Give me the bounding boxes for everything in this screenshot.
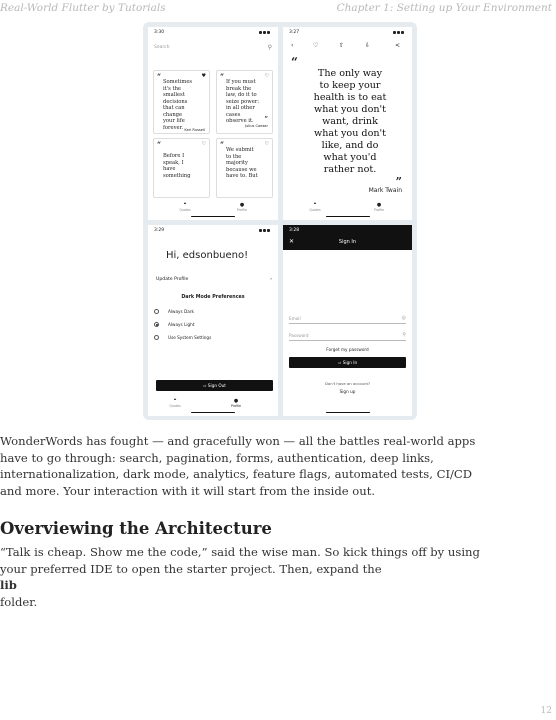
sign-out-button[interactable]: ⇨ Sign Out: [156, 380, 273, 391]
update-profile-row[interactable]: [156, 277, 272, 282]
search-icon: ⚲: [267, 44, 272, 51]
login-icon: ⇨: [337, 360, 342, 365]
greeting: Hi, edsonbueno!: [166, 250, 249, 261]
heart-outline-icon[interactable]: ♡: [201, 141, 206, 147]
profile-screen: 3:29 Hi, edsonbueno! Update Profile › Dark Mode Preferences Always Dark Always Light Use System Settings ⇨ Sign Out ❝ Quotes ● Profile: [148, 225, 278, 416]
quote-text: Before I speak, I have something: [163, 153, 191, 179]
quote-text: We submit to the majority because we have to. But: [226, 147, 258, 179]
dark-mode-title: Dark Mode Preferences: [181, 295, 245, 300]
tab-profile[interactable]: ● Profile: [232, 203, 252, 212]
email-label: Email: [289, 316, 301, 321]
tab-quotes[interactable]: ❝ Quotes: [175, 203, 195, 212]
heart-filled-icon[interactable]: ♥: [201, 73, 206, 79]
forgot-password-link[interactable]: Forget my password: [326, 347, 369, 352]
person-icon: ●: [376, 202, 382, 208]
status-bar: [154, 228, 272, 235]
sign-in-screen: [283, 225, 412, 416]
bottom-tab-bar: [148, 203, 278, 213]
status-time: 3:30: [154, 30, 165, 35]
close-quote-icon: ”: [395, 175, 402, 188]
heart-outline-icon[interactable]: ♡: [313, 42, 319, 49]
status-bar: [289, 30, 406, 37]
app-screenshots-figure: [143, 22, 417, 420]
tab-profile[interactable]: ● Profile: [226, 399, 246, 408]
page-title: Sign In: [338, 239, 357, 245]
body-paragraph: “Talk is cheap. Show me the code,” said the wise man. So kick things off by using your preferred IDE to open the starter project. Then, expand the lib folder.: [0, 545, 480, 609]
quote-author: Keri Russell: [184, 128, 205, 132]
share-icon[interactable]: <: [395, 42, 401, 49]
book-title: Real-World Flutter by Tutorials: [0, 2, 166, 14]
quotes-tab-icon: ❝: [183, 202, 187, 208]
downvote-icon[interactable]: ⇩: [365, 42, 371, 49]
home-indicator: [326, 216, 370, 218]
quote-card[interactable]: [216, 138, 273, 198]
search-field[interactable]: [154, 43, 272, 53]
detail-toolbar: [291, 42, 405, 50]
at-sign-icon: ◎: [401, 315, 406, 321]
quotes-tab-icon: ❝: [173, 398, 177, 404]
heart-outline-icon[interactable]: ♡: [264, 141, 269, 147]
home-indicator: [191, 216, 235, 218]
no-account-text: Don't have an account?: [325, 381, 370, 386]
tab-quotes[interactable]: ❝ Quotes: [165, 399, 185, 408]
quote-card[interactable]: [153, 70, 210, 134]
status-bar: [154, 30, 272, 37]
person-icon: ●: [239, 202, 245, 208]
quote-mark-icon: “: [157, 72, 162, 81]
quote-card[interactable]: [153, 138, 210, 198]
tag-chips: [154, 58, 278, 66]
quote-text: If you must break the law, do it to seize power: in all other cases observe it.: [226, 79, 260, 124]
sign-up-link[interactable]: Sign up: [339, 389, 356, 394]
signal-icon: [392, 31, 406, 34]
status-time: 3:29: [154, 228, 165, 233]
signal-icon: [258, 229, 272, 232]
quote-mark-icon: “: [220, 72, 225, 81]
upvote-icon[interactable]: ⇧: [339, 42, 345, 49]
quote-author: Julius Caesar: [244, 124, 268, 128]
quote-mark-icon: “: [157, 140, 162, 149]
bottom-tab-bar: [283, 203, 412, 213]
quote-list-screen: [148, 27, 278, 220]
key-icon: ⚲: [402, 332, 406, 338]
home-indicator: [326, 412, 370, 414]
password-field[interactable]: [289, 331, 406, 341]
bottom-tab-bar: [148, 399, 278, 409]
quote-detail-screen: [283, 27, 412, 220]
quote-text: The only way to keep your health is to eat what you don't want, drink what you don't like, and do what you'd rather not.: [313, 68, 387, 175]
back-arrow-icon[interactable]: ‹: [291, 42, 294, 49]
logout-icon: ⇨: [203, 383, 207, 388]
update-profile-label: Update Profile: [156, 277, 189, 282]
quote-mark-icon: “: [291, 55, 298, 69]
tab-profile[interactable]: ● Profile: [369, 203, 389, 212]
section-heading: Overviewing the Architecture: [0, 519, 272, 538]
close-icon[interactable]: ✕: [289, 238, 295, 245]
inline-code-lib: lib: [0, 578, 17, 592]
chapter-title: Chapter 1: Setting up Your Environment: [336, 2, 552, 14]
body-paragraph: WonderWords has fought — and gracefully won — all the battles real-world apps have to go through: search, pagination, forms, authentication, deep links, internationalization, dark mode, analytics, feature flags, automated tests, CI/CD and more. Your interaction with it will start from the inside out.: [0, 434, 476, 498]
radio-button-selected[interactable]: [154, 322, 159, 327]
radio-button[interactable]: [154, 335, 159, 340]
running-header: [0, 2, 556, 16]
sign-in-button[interactable]: ⇨ Sign In: [289, 357, 406, 368]
status-time: 3:27: [289, 30, 300, 35]
status-time: 3:28: [289, 228, 300, 233]
quote-author: Mark Twain: [368, 187, 402, 194]
quote-text: Sometimes it's the smallest decisions that can change your life forever.: [163, 79, 193, 131]
quote-mark-icon: “: [220, 140, 225, 149]
tab-quotes[interactable]: ❝ Quotes: [305, 203, 325, 212]
close-quote-icon: ”: [264, 116, 268, 123]
signal-icon: [258, 31, 272, 34]
chevron-right-icon: ›: [270, 277, 272, 282]
radio-button[interactable]: [154, 309, 159, 314]
email-field[interactable]: [289, 314, 406, 324]
search-placeholder: Search: [154, 45, 170, 50]
home-indicator: [191, 412, 235, 414]
app-bar: [283, 225, 412, 250]
heart-outline-icon[interactable]: ♡: [264, 73, 269, 79]
quotes-tab-icon: ❝: [313, 202, 317, 208]
person-icon: ●: [233, 398, 239, 404]
page-number: 12: [540, 706, 552, 716]
password-label: Password: [289, 333, 309, 338]
quote-card[interactable]: [216, 70, 273, 134]
